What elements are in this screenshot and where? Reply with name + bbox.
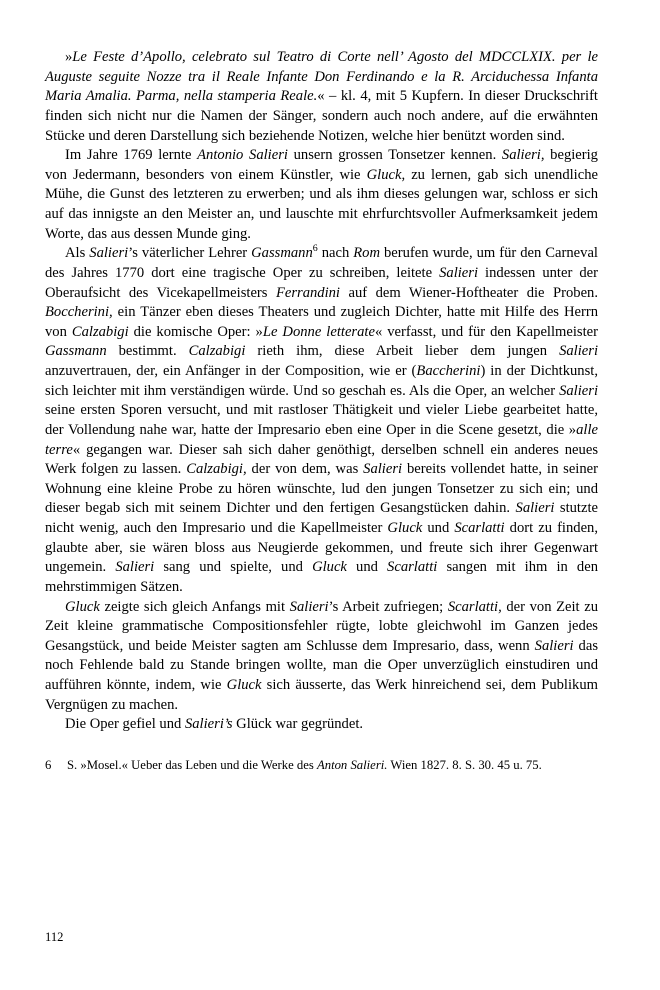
italic-run: Scarlatti, [447, 598, 502, 615]
text-block [45, 48, 598, 774]
italic-run: Salieri [515, 500, 555, 517]
italic-run: Gassmann [45, 343, 107, 360]
text-run: und [422, 520, 455, 536]
italic-run: Salieri [559, 382, 598, 399]
text-run: seine ersten Sporen versucht, und mit rastloser Thätigkeit und vieler Liebe gearbeitet hatte, der Vollendung nahe war, hatte der Impresario eben eine Oper in die Scene gesetzt, die » [45, 402, 598, 438]
italic-run: Salieri [363, 461, 403, 478]
text-run: berufen wurde, um für den Carneval des Jahres 1770 dort eine tragische Oper zu schreiben, leitete [45, 245, 598, 281]
italic-run: Scarlatti [387, 559, 438, 576]
italic-run: Antonio Salieri [197, 147, 288, 164]
text-run: rieth ihm, diese Arbeit lieber dem jungen [245, 343, 560, 360]
text-run: Die Oper gefiel und [65, 716, 185, 733]
text-run: begierig von Jedermann, besonders von einem Künstler, wie [45, 147, 598, 183]
italic-run: Gluck [312, 559, 347, 576]
footnote-text [67, 757, 598, 774]
text-run: S. »Mosel.« Ueber das Leben und die Werke des [67, 757, 317, 772]
text-run: Im Jahre 1769 lernte [65, 147, 198, 164]
text-run: zeigte sich gleich Anfangs mit [99, 598, 290, 615]
text-run: sang und spielte, und [154, 559, 313, 576]
italic-run: Gluck [65, 598, 100, 615]
page-number: 112 [45, 930, 64, 944]
text-run: ) in der Dichtkunst, sich leichter mit ihm verständigen würde. Und so geschah es. Als die Oper, an welcher [45, 363, 598, 399]
text-run: sich äusserte, das Werk hinreichend sei, dem Publikum Vergnügen zu machen. [45, 677, 598, 713]
text-run: anzuvertrauen, der, ein Anfänger in der Composition, wie er ( [45, 363, 417, 379]
italic-run: Salieri [289, 598, 329, 615]
text-run: auf dem Wiener-Hoftheater die Proben. [340, 284, 598, 301]
text-run: Als [65, 245, 90, 262]
text-run: Glück war gegründet. [232, 716, 364, 733]
text-run: « – kl. 4, mit 5 Kupfern. In dieser Druckschrift finden sich nicht nur die Namen der Sänger, sondern auch noch andere, auf die erwähnten Stücke und deren Darstellung sich beziehende Notizen, welche hier benützt worden sind. [45, 88, 598, 144]
italic-run: Le Feste d’Apollo, celebrato sul Teatro di Corte nell’ Agosto del MDCCLXIX. per le Auguste seguite Nozze tra il Reale Infante Don Ferdinando e la R. Arciduchessa Infanta Maria Amalia. Parma, nella stamperia Reale. [45, 49, 598, 105]
italic-run: Baccherini [416, 363, 481, 379]
paragraph-3 [45, 244, 598, 597]
italic-run: alle terre [45, 421, 598, 458]
text-run: ein Tänzer eben dieses Theaters und zugleich Dichter, hatte mit Hilfe des Herrn von [45, 304, 598, 340]
text-run: die komische Oper: » [128, 323, 263, 340]
text-run: stutzte nicht wenig, auch den Impresario und die Kapellmeister [45, 500, 598, 536]
italic-run: Le Donne letterate [262, 323, 375, 340]
italic-run: Gluck [387, 520, 423, 536]
text-run: Wien 1827. 8. S. 30. 45 u. 75. [387, 757, 542, 772]
italic-run: Calzabigi, [186, 461, 247, 478]
italic-run: Salieri, [501, 147, 545, 164]
italic-run: Scarlatti [454, 520, 505, 536]
italic-run: Calzabigi [188, 343, 246, 360]
text-run: « gegangen war. Dieser sah sich daher genöthigt, derselben schnell ein anderes neues Werk folgen zu lassen. [45, 441, 598, 478]
footnote [45, 757, 598, 774]
footnote-reference: 6 [312, 243, 318, 255]
text-run: « verfasst, und für den Kapellmeister [374, 323, 598, 340]
text-run: » [65, 49, 73, 65]
italic-run: Ferrandini [275, 284, 340, 301]
text-run: bereits vollendet hatte, in seiner Wohnung eine kleine Probe zu hören wünschte, lud den jungen Tonsetzer zu sich ein; und dieser begab sich mit seinem Dichter und den fertigen Gesangstücken dahin. [45, 461, 598, 517]
italic-run: Boccherini, [45, 304, 113, 321]
text-run: der von Zeit zu Zeit kleine grammatische Compositionsfehler rügte, lobte gleichwohl im Ganzen jedes Gesangstück, und beide Meister sagten am Schlusse dem Impresario, dass, wenn [45, 598, 598, 654]
italic-run: Salieri [89, 245, 129, 262]
text-run: bestimmt. [106, 343, 189, 360]
text-run: der von dem, was [246, 461, 364, 478]
italic-run: Rom [353, 245, 380, 262]
text-run: indessen unter der Oberaufsicht des Vicekapellmeisters [45, 264, 598, 301]
text-run: ’s Arbeit zufriegen; [328, 598, 448, 615]
text-run: dort zu finden, glaubte aber, sie wären bloss aus Neugierde gekommen, und freute sich ihrer Gegenwart ungemein. [45, 520, 599, 576]
paragraph-4 [45, 598, 598, 716]
paragraph-5 [45, 715, 598, 735]
italic-run: Salieri [559, 343, 598, 360]
paragraph-1 [45, 48, 598, 146]
text-run: ’s väterlicher Lehrer [128, 245, 252, 262]
paragraph-2 [45, 146, 598, 244]
italic-run: Gluck, [366, 166, 406, 183]
italic-run: Salieri’s [184, 716, 233, 733]
italic-run: Salieri [534, 637, 574, 654]
footnote-number: 6 [45, 757, 52, 772]
italic-run: Salieri [115, 559, 155, 576]
italic-run: Gassmann [251, 245, 313, 262]
text-run: zu lernen, gab sich unendliche Mühe, die Gunst des letzteren zu erwerben; und als ihm dieses gelungen war, schloss er sich auf das innigste an den Meister an, und lauschte mit ehrfurchtsvoller Aufmerksamkeit jedem Worte, das aus dessen Munde ging. [45, 166, 598, 242]
text-run: sangen mit ihm in den mehrstimmigen Sätzen. [45, 559, 598, 595]
text-run: nach [317, 245, 354, 262]
italic-run: Anton Salieri. [316, 757, 388, 772]
text-run: unsern grossen Tonsetzer kennen. [287, 147, 502, 164]
italic-run: Calzabigi [71, 323, 129, 340]
text-run: und [346, 559, 388, 576]
text-run: das noch Fehlende bald zu Stande bringen wollte, man die Oper unverzüglich einstudiren und aufführen könnte, indem, wie [45, 637, 598, 693]
italic-run: Gluck [226, 677, 262, 693]
italic-run: Salieri [439, 264, 479, 281]
